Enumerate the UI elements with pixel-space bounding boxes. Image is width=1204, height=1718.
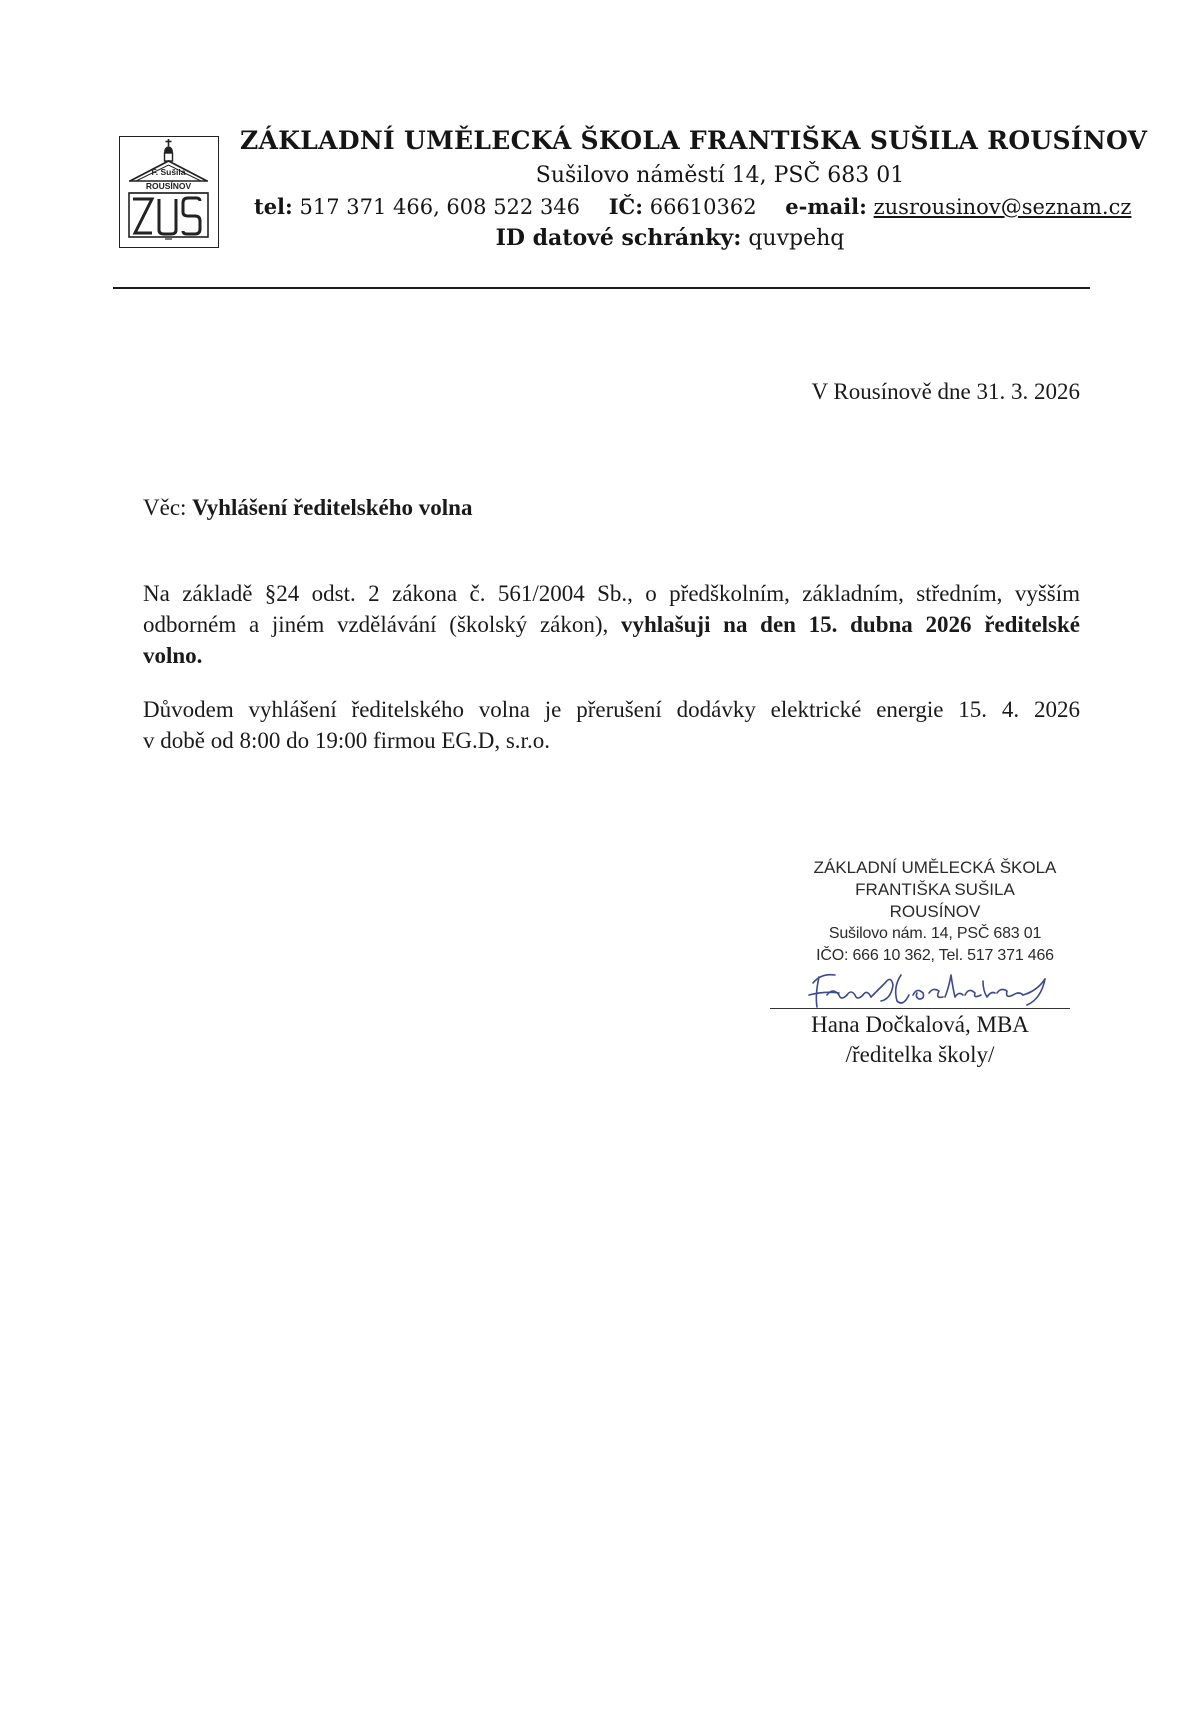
stamp-line4: Sušilovo nám. 14, PSČ 683 01 bbox=[828, 925, 1042, 942]
stamp-line3: ROUSÍNOV bbox=[889, 902, 981, 921]
para1-line2-normal: odborném a jiném vzdělávání (školský zákon), bbox=[143, 612, 621, 637]
databox-line bbox=[240, 223, 1100, 254]
para2-line1: Důvodem vyhlášení ředitelského volna je přerušení dodávky elektrické energie 15. 4. 2026 bbox=[143, 697, 1080, 722]
signer-role: /ředitelka školy/ bbox=[845, 1042, 995, 1067]
tel-label: tel: bbox=[254, 194, 293, 219]
databox-label: ID datové schránky: bbox=[495, 225, 742, 251]
place-date: V Rousínově dne 31. 3. 2026 bbox=[811, 379, 1080, 404]
stamp-line5: IČO: 666 10 362, Tel. 517 371 466 bbox=[816, 947, 1054, 964]
school-logo bbox=[119, 136, 219, 248]
email-link[interactable]: zusrousinov@seznam.cz bbox=[873, 195, 1132, 219]
paragraph-reason bbox=[143, 694, 1080, 756]
para1-line1: Na základě §24 odst. 2 zákona č. 561/2004 Sb., o předškolním, základním, středním, vyšším bbox=[143, 581, 1080, 606]
email-label: e-mail: bbox=[785, 194, 867, 219]
para1-line2 bbox=[143, 609, 1080, 640]
signer-name: Hana Dočkalová, MBA bbox=[811, 1012, 1029, 1037]
para1-line2-bold: vyhlašuji na den 15. dubna 2026 ředitelské bbox=[620, 612, 1080, 637]
databox-value: quvpehq bbox=[748, 226, 845, 251]
subject-text: Vyhlášení ředitelského volna bbox=[192, 495, 473, 520]
school-name: ZÁKLADNÍ UMĚLECKÁ ŠKOLA FRANTIŠKA SUŠILA ROUSÍNOV bbox=[240, 126, 1148, 155]
subject-label: Věc: bbox=[143, 495, 187, 520]
ic-value: 66610362 bbox=[649, 195, 757, 219]
stamp-line2: FRANTIŠKA SUŠILA bbox=[855, 880, 1015, 899]
logo-bottom-text: ROUSÍNOV bbox=[145, 181, 192, 191]
school-address: Sušilovo náměstí 14, PSČ 683 01 bbox=[535, 163, 905, 188]
para1-line3-bold: volno. bbox=[143, 643, 203, 668]
para2-line2: v době od 8:00 do 19:00 firmou EG.D, s.r.o. bbox=[143, 728, 550, 753]
para1-line3 bbox=[143, 640, 1080, 671]
contact-line bbox=[240, 191, 1132, 223]
signature-line bbox=[770, 1008, 1070, 1009]
letterhead bbox=[240, 124, 1148, 254]
tel-value: 517 371 466, 608 522 346 bbox=[299, 195, 581, 219]
paragraph-legal-basis bbox=[143, 578, 1080, 671]
ic-label: IČ: bbox=[608, 194, 644, 219]
stamp-line1: ZÁKLADNÍ UMĚLECKÁ ŠKOLA bbox=[813, 858, 1057, 877]
header-divider bbox=[113, 287, 1090, 289]
handwritten-signature bbox=[805, 965, 1065, 1013]
school-stamp bbox=[780, 857, 1090, 967]
signer-block bbox=[770, 1010, 1070, 1070]
subject-line bbox=[143, 493, 472, 523]
logo-top-text: F. Sušila bbox=[151, 167, 186, 177]
